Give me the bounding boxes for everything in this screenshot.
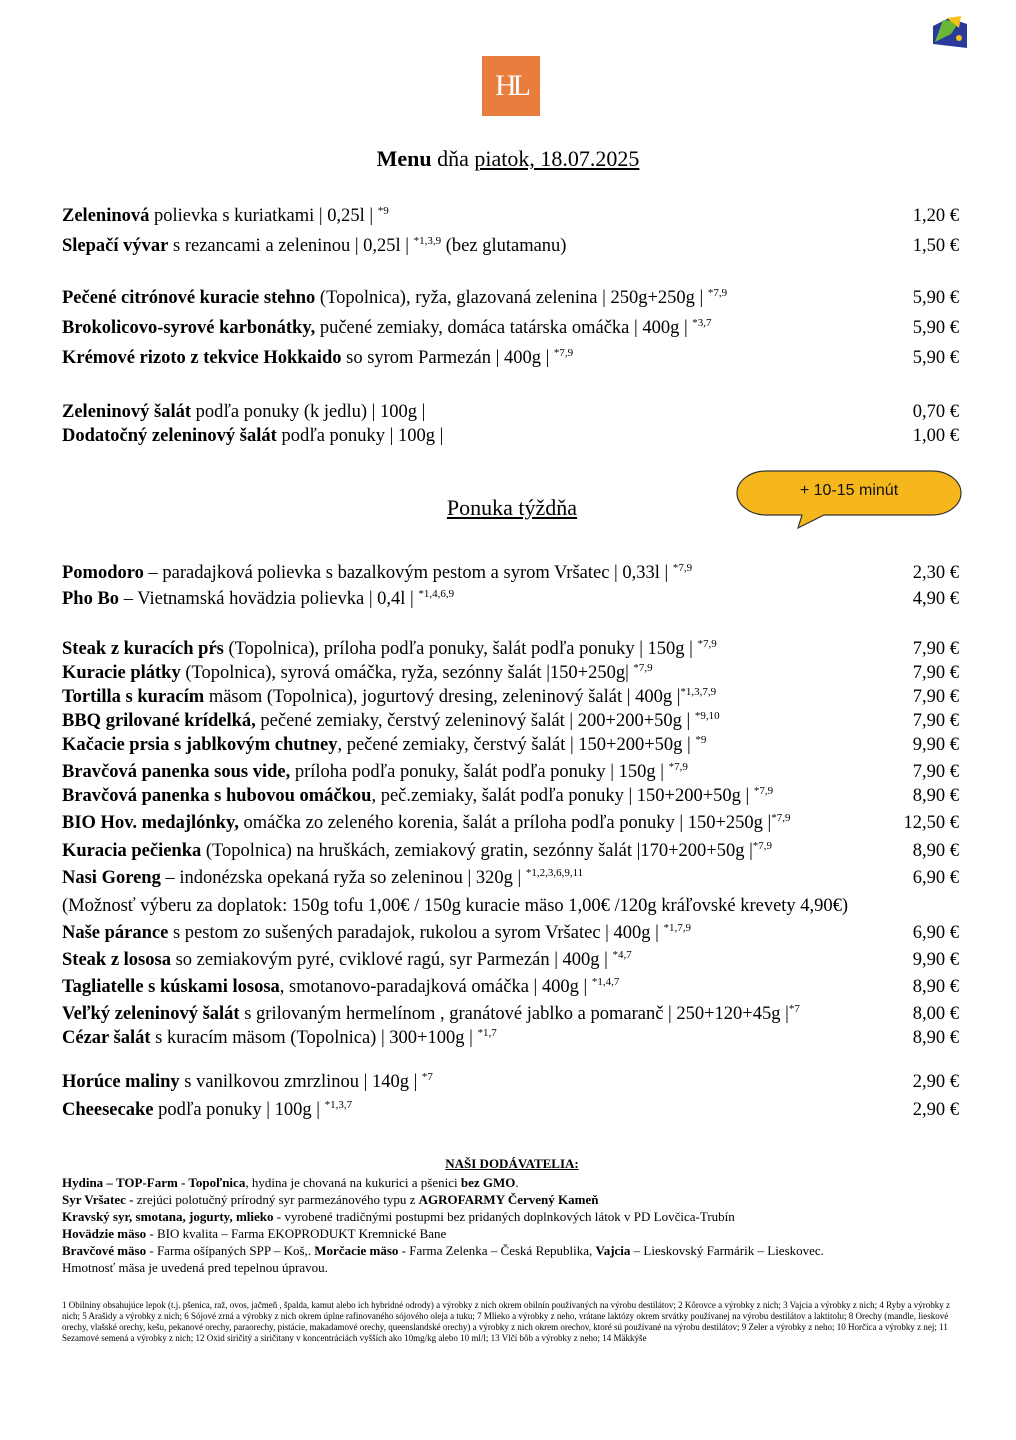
menu-item-name: Bravčová panenka sous vide, — [62, 762, 291, 782]
weight-note: Hmotnosť mäsa je uvedená pred tepelnou úpravou. — [62, 1260, 328, 1275]
menu-item — [62, 402, 959, 426]
menu-item-price: 8,90 € — [912, 841, 959, 861]
menu-item-details: podľa ponuky | 100g | — [153, 1100, 325, 1120]
menu-item-name: Steak z kuracích pŕs — [62, 639, 224, 659]
allergen-codes: *9 — [695, 734, 707, 746]
menu-item-price: 2,90 € — [912, 1072, 959, 1092]
menu-item — [62, 1028, 959, 1052]
allergen-codes: *7 — [421, 1071, 433, 1083]
menu-item-description — [62, 589, 454, 610]
allergen-codes: *1,7,9 — [663, 922, 691, 934]
menu-item-name: Krémové rizoto z tekvice Hokkaido — [62, 348, 342, 368]
menu-item — [62, 923, 959, 947]
menu-item-name: Pho Bo — [62, 589, 120, 609]
menu-item-price: 9,90 € — [912, 735, 959, 755]
menu-item-name: Nasi Goreng — [62, 868, 161, 888]
menu-item-price: 1,20 € — [912, 206, 959, 226]
allergen-codes: *1,3,9 — [413, 235, 442, 247]
menu-item-price: 8,90 € — [912, 1028, 959, 1048]
menu-item-description — [62, 786, 773, 807]
menu-item-name: Horúce maliny — [62, 1072, 180, 1092]
menu-item-details: so zemiakovým pyré, cviklové ragú, syr Parmezán | 400g | — [170, 950, 613, 970]
menu-item-description — [62, 1028, 497, 1049]
menu-item-price: 7,90 € — [912, 639, 959, 659]
allergen-codes: *7,9 — [752, 840, 773, 852]
restaurant-logo: HL — [482, 56, 540, 116]
menu-item — [62, 288, 959, 312]
menu-item — [62, 868, 959, 892]
allergen-list: 1 Obilniny obsahujúce lepok (t.j. pšenica, raž, ovos, jačmeň , špalda, kamut alebo ich hybridné odrody) a výrobky z nich okrem obilnín používaných na výrobu destilátov; 2 Kôrovce a výrobky z nich; 3 Vajcia a výrobky z nich; 4 Ryby a výrobky z nich; 5 Arašidy a výrobky z nich; 6 Sójové zrná a výrobky z nich okrem úplne rafinovaného sójového oleja a tuku; 7 Mlieko a výrobky z neho, vrátane laktózy okrem srvátky používanej na výrobu destilátov a laktitolu; 8 Orechy (mandle, lieskové orechy, vlašské orechy, kešu, pekanové orechy, paraorechy, pistácie, makadamové orechy, queenslandské orechy) a výrobky z nich okrem orechov, ktoré sú používané na výrobu destilátov; 9 Zeler a výrobky z neho; 10 Horčica a výrobky z nej; 11 Sezamové semená a výrobky z nich; 12 Oxid siričitý a siričitany v koncentráciách vyšších ako 10mg/kg alebo 10 ml/l; 13 Vlčí bôb a výrobky z neho; 14 Mäkkýše — [62, 1300, 950, 1343]
menu-item — [62, 589, 959, 613]
menu-item-price: 5,90 € — [912, 288, 959, 308]
menu-item — [62, 426, 959, 450]
menu-item-price: 2,90 € — [912, 1100, 959, 1120]
supplier-line: Syr Vršatec - zrejúci polotučný prírodný syr parmezánového typu z AGROFARMY Červený Kameň — [62, 1192, 599, 1207]
menu-item-details: (Topolnica), syrová omáčka, ryža, sezónny šalát |150+250g| — [180, 663, 634, 683]
menu-item-details: so syrom Parmezán | 400g | — [341, 348, 554, 368]
menu-item-description — [62, 868, 583, 889]
allergen-codes: *1,4,6,9 — [418, 588, 455, 600]
menu-item-description — [62, 977, 619, 998]
menu-item-name: Cheesecake — [62, 1100, 154, 1120]
supplier-line: Hovädzie mäso - BIO kvalita – Farma EKOPRODUKT Kremnické Bane — [62, 1226, 447, 1241]
menu-item-name: Steak z lososa — [62, 950, 171, 970]
menu-item-name: Slepačí vývar — [62, 236, 169, 256]
menu-item-details: (Topolnica), ryža, glazovaná zelenina | 250g+250g | — [315, 288, 708, 308]
menu-item-description — [62, 206, 389, 227]
menu-item — [62, 762, 959, 786]
menu-item-details: , pečené zemiaky, čerstvý šalát | 150+200+50g | — [337, 735, 696, 755]
menu-item-price: 8,90 € — [912, 786, 959, 806]
menu-item — [62, 206, 959, 230]
menu-item-description — [62, 950, 632, 971]
allergen-codes: *9,10 — [694, 710, 720, 722]
menu-item-name: Kuracie plátky — [62, 663, 181, 683]
menu-item-name: Cézar šalát — [62, 1028, 151, 1048]
menu-item-details: , peč.zemiaky, šalát podľa ponuky | 150+200+50g | — [371, 786, 754, 806]
menu-item-description — [62, 348, 573, 369]
menu-item — [62, 813, 959, 837]
menu-item — [62, 639, 959, 663]
menu-item — [62, 236, 959, 260]
menu-item-description — [62, 813, 790, 834]
menu-item-price: 1,00 € — [912, 426, 959, 446]
menu-item-name: Kuracia pečienka — [62, 841, 202, 861]
menu-item-price: 4,90 € — [912, 589, 959, 609]
menu-item-price: 0,70 € — [912, 402, 959, 422]
allergen-codes: *9 — [377, 205, 389, 217]
menu-item-name: Naše párance — [62, 923, 169, 943]
menu-item-details: – paradajková polievka s bazalkovým pestom a syrom Vršatec | 0,33l | — [143, 563, 673, 583]
allergen-codes: *7,9 — [668, 761, 688, 773]
menu-item-description — [62, 841, 772, 862]
week-section-title: Ponuka týždňa — [446, 495, 578, 520]
menu-item — [62, 786, 959, 810]
menu-item-details: , smotanovo-paradajková omáčka | 400g | — [279, 977, 592, 997]
menu-item-description — [62, 1072, 433, 1093]
menu-item-name: Tortilla s kuracím — [62, 687, 205, 707]
menu-item-details: s pestom zo sušených paradajok, rukolou a syrom Vršatec | 400g | — [168, 923, 664, 943]
menu-item — [62, 348, 959, 372]
page-title: Menu dňa piatok, 18.07.2025 — [376, 146, 640, 171]
menu-item-details: (Topolnica) na hruškách, zemiakový gratin, sezónny šalát |170+200+50g | — [201, 841, 753, 861]
menu-item-name: Dodatočný zeleninový šalát — [62, 426, 277, 446]
allergen-codes: *7,9 — [707, 287, 728, 299]
menu-item-details: – Vietnamská hovädzia polievka | 0,4l | — [119, 589, 419, 609]
menu-item-name: Bravčová panenka s hubovou omáčkou — [62, 786, 372, 806]
allergen-codes: *7,9 — [771, 812, 791, 824]
allergen-codes: *1,3,7,9 — [680, 686, 717, 698]
menu-item — [62, 1072, 959, 1096]
allergen-codes: *1,2,3,6,9,11 — [525, 867, 584, 879]
bubble-text: + 10-15 minút — [799, 482, 899, 499]
menu-item-details: – indonézska opekaná ryža so zeleninou | 320g | — [160, 868, 526, 888]
menu-item-description — [62, 735, 706, 756]
menu-item — [62, 950, 959, 974]
menu-item-price: 7,90 € — [912, 663, 959, 683]
menu-item-price: 1,50 € — [912, 236, 959, 256]
menu-item-details: omáčka zo zeleného korenia, šalát a príloha podľa ponuky | 150+250g | — [238, 813, 772, 833]
menu-item-price: 5,90 € — [912, 348, 959, 368]
menu-item-description — [62, 762, 688, 783]
menu-item — [62, 1004, 959, 1028]
menu-item-name: Tagliatelle s kúskami lososa — [62, 977, 280, 997]
menu-item-extra: (bez glutamanu) — [441, 236, 567, 256]
allergen-codes: *7,9 — [753, 785, 774, 797]
menu-item-price: 8,90 € — [912, 977, 959, 997]
menu-item — [62, 841, 959, 865]
menu-item-details: s kuracím mäsom (Topolnica) | 300+100g | — [150, 1028, 478, 1048]
allergen-codes: *7,9 — [633, 662, 653, 674]
menu-item-description — [62, 236, 566, 257]
allergen-codes: *3,7 — [692, 317, 712, 329]
supplier-line: Kravský syr, smotana, jogurty, mlieko - vyrobené tradičnými postupmi bez pridaných doplnkových látok v PD Lovčica-Trubín — [62, 1209, 735, 1224]
menu-item-details: príloha podľa ponuky, šalát podľa ponuky | 150g | — [290, 762, 669, 782]
menu-item-details: s vanilkovou zmrzlinou | 140g | — [179, 1072, 422, 1092]
menu-item-description — [62, 318, 712, 339]
menu-item — [62, 687, 959, 711]
menu-item-description — [62, 1004, 800, 1025]
menu-item-price: 5,90 € — [912, 318, 959, 338]
suppliers-heading: NAŠI DODÁVATELIA: — [445, 1156, 579, 1171]
menu-item-description — [62, 563, 692, 584]
menu-item-description — [62, 288, 727, 309]
menu-item-description — [62, 923, 691, 944]
supplier-line: Bravčové mäso - Farma ošípaných SPP – Koš,. Morčacie mäso - Farma Zelenka – Česká Republika, Vajcia – Lieskovský Farmárik – Lieskovec. — [62, 1243, 824, 1258]
nasi-goreng-note: (Možnosť výberu za doplatok: 150g tofu 1,00€ / 150g kuracie mäso 1,00€ /120g kráľovské krevety 4,90€) — [62, 896, 849, 916]
menu-item-name: Veľký zeleninový šalát — [62, 1004, 240, 1024]
menu-item-name: Zeleninová — [62, 206, 150, 226]
menu-item-name: Zeleninový šalát — [62, 402, 191, 422]
menu-item-description — [62, 426, 443, 447]
menu-item-description — [62, 663, 653, 684]
menu-item-price: 7,90 € — [912, 687, 959, 707]
menu-item — [62, 735, 959, 759]
menu-item-price: 7,90 € — [912, 711, 959, 731]
menu-item-name: Brokolicovo-syrové karbonátky, — [62, 318, 316, 338]
menu-item-description — [62, 711, 720, 732]
menu-item-details: (Topolnica), príloha podľa ponuky, šalát podľa ponuky | 150g | — [223, 639, 698, 659]
suppliers — [62, 1155, 962, 1276]
menu-item-name: Kačacie prsia s jablkovým chutney — [62, 735, 338, 755]
allergen-codes: *7,9 — [672, 562, 693, 574]
menu-item — [62, 711, 959, 735]
menu-item-description — [62, 1100, 352, 1121]
menu-item-details: podľa ponuky | 100g | — [276, 426, 444, 446]
menu-item-details: podľa ponuky (k jedlu) | 100g | — [191, 402, 426, 422]
menu-item-name: Pomodoro — [62, 563, 144, 583]
menu-item-price: 9,90 € — [912, 950, 959, 970]
menu-item-details: polievka s kuriatkami | 0,25l | — [149, 206, 378, 226]
allergen-codes: *1,3,7 — [324, 1099, 353, 1111]
allergen-codes: *7 — [788, 1003, 800, 1015]
menu-item-details: s rezancami a zeleninou | 0,25l | — [168, 236, 414, 256]
allergen-codes: *4,7 — [612, 949, 632, 961]
allergen-codes: *1,7 — [477, 1027, 497, 1039]
menu-item-details: pečené zemiaky, čerstvý zeleninový šalát | 200+200+50g | — [255, 711, 695, 731]
menu-item-name: Pečené citrónové kuracie stehno — [62, 288, 316, 308]
menu-item — [62, 563, 959, 587]
menu-item — [62, 1100, 959, 1124]
menu-item-name: BBQ grilované krídelká, — [62, 711, 256, 731]
allergen-codes: *1,4,7 — [591, 976, 620, 988]
menu-item-price: 7,90 € — [912, 762, 959, 782]
menu-item — [62, 318, 959, 342]
menu-item-name: BIO Hov. medajlónky, — [62, 813, 239, 833]
menu-item-price: 8,00 € — [912, 1004, 959, 1024]
menu-item-price: 12,50 € — [903, 813, 959, 833]
allergen-codes: *7,9 — [553, 347, 574, 359]
menu-item — [62, 663, 959, 687]
menu-item-details: pučené zemiaky, domáca tatárska omáčka | 400g | — [315, 318, 693, 338]
menu-item-description — [62, 639, 717, 660]
allergen-codes: *7,9 — [697, 638, 717, 650]
menu-item-description — [62, 687, 716, 708]
menu-item-price: 2,30 € — [912, 563, 959, 583]
menu-item-details: s grilovaným hermelínom , granátové jablko a pomaranč | 250+120+45g | — [239, 1004, 789, 1024]
supplier-line: Hydina – TOP-Farm - Topoľnica, hydina je chovaná na kukurici a pšenici bez GMO. — [62, 1175, 519, 1190]
corner-logo — [929, 14, 971, 50]
menu-item-price: 6,90 € — [912, 868, 959, 888]
menu-item-price: 6,90 € — [912, 923, 959, 943]
menu-item-details: mäsom (Topolnica), jogurtový dresing, zeleninový šalát | 400g | — [204, 687, 681, 707]
menu-item — [62, 977, 959, 1001]
menu-item-description — [62, 402, 425, 423]
